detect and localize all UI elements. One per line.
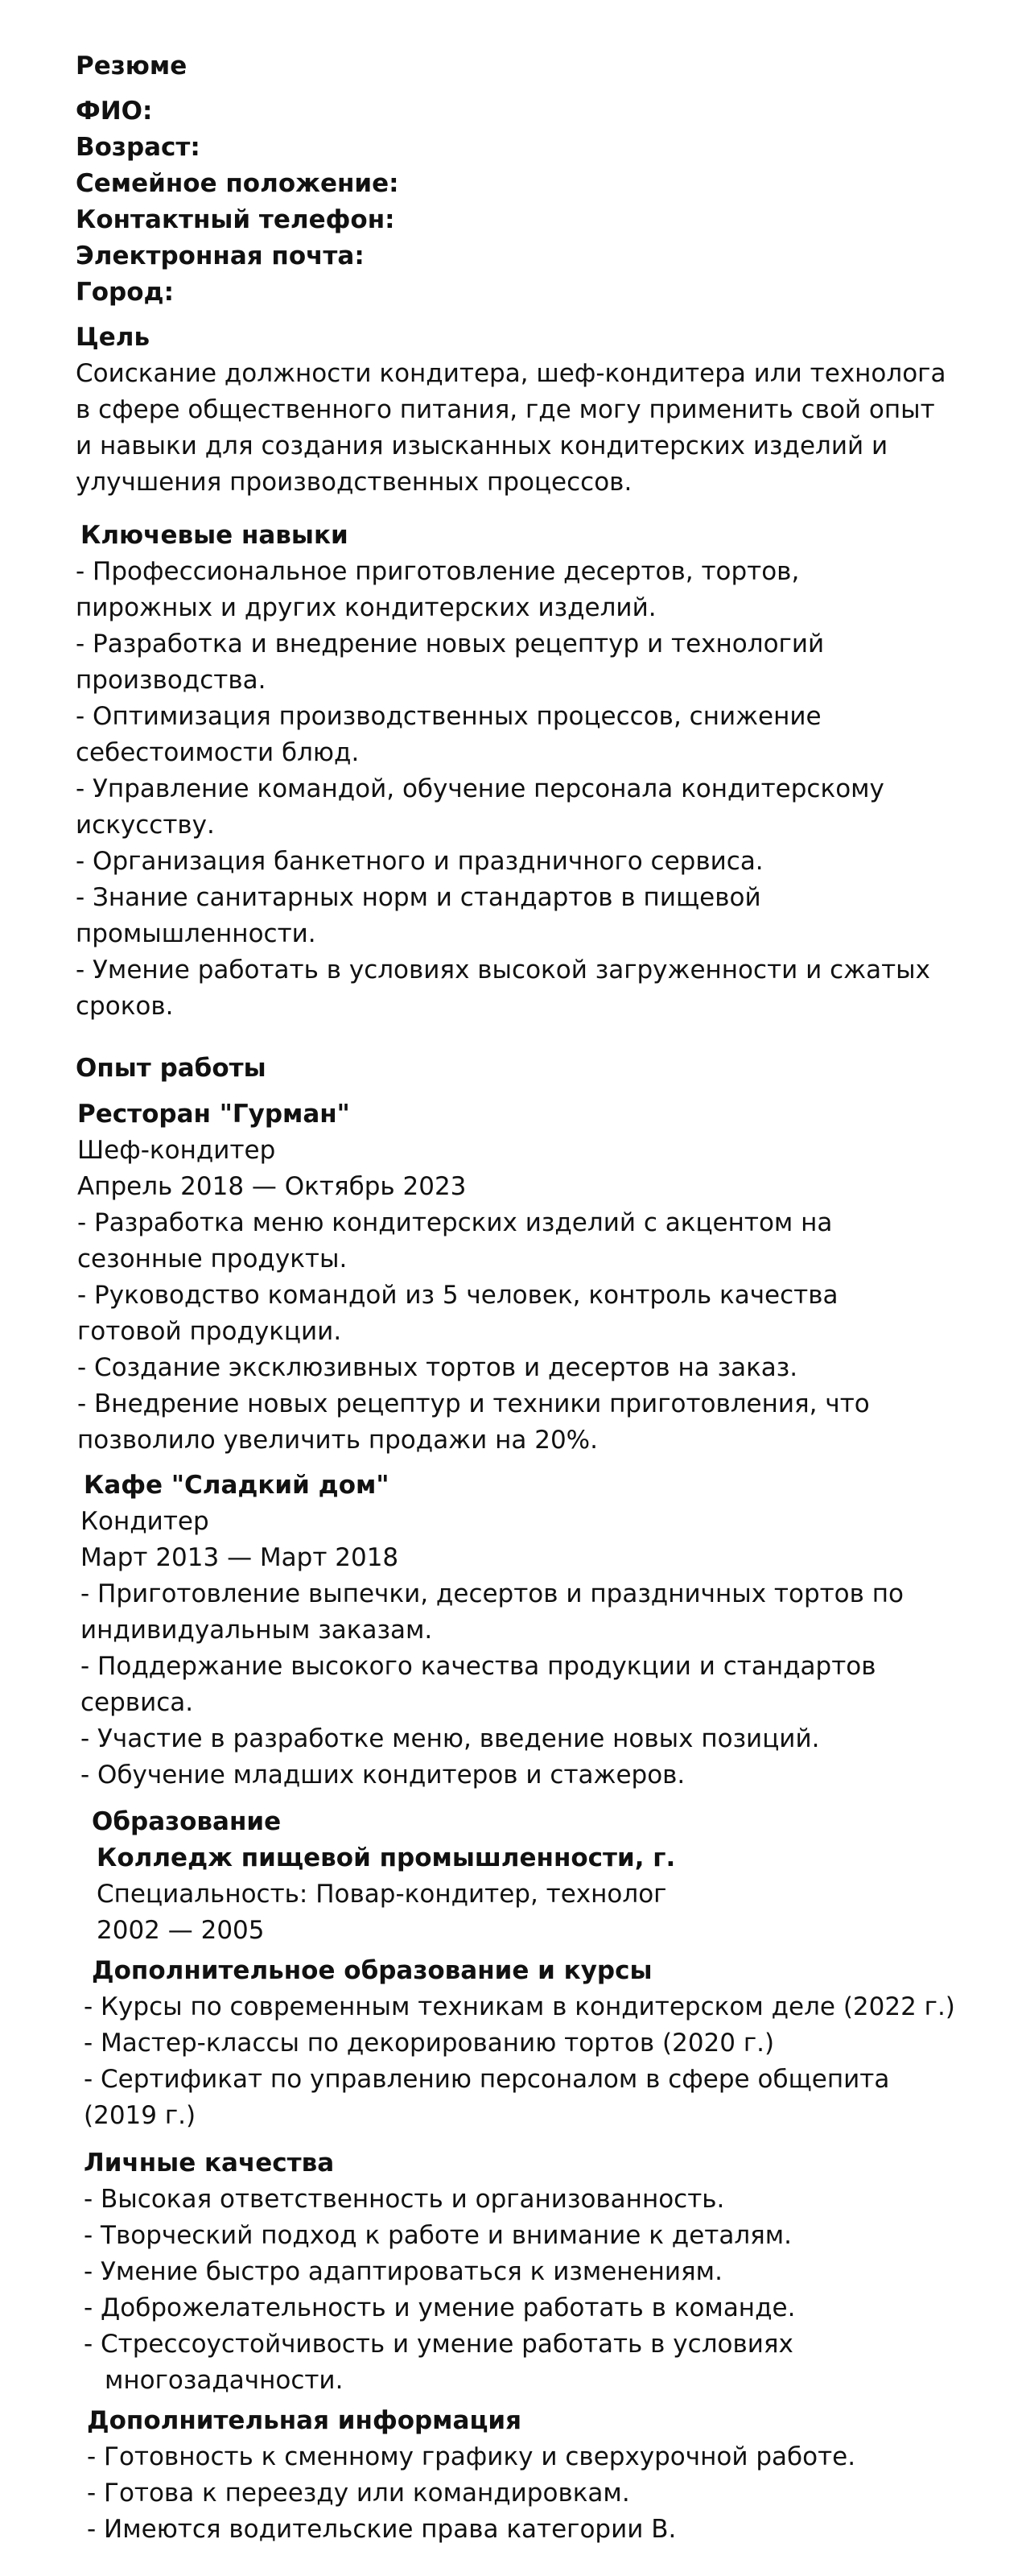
education-heading: Образование bbox=[92, 1807, 282, 1836]
job-duty-line: готовой продукции. bbox=[77, 1317, 342, 1346]
job-duty-line: - Обучение младших кондитеров и стажеров. bbox=[80, 1761, 686, 1790]
job-position: Шеф-кондитер bbox=[77, 1136, 276, 1165]
job-duty-line: - Внедрение новых рецептур и техники приготовления, что bbox=[77, 1389, 870, 1418]
skills-line: пирожных и других кондитерских изделий. bbox=[76, 593, 657, 622]
skills-line: себестоимости блюд. bbox=[76, 738, 360, 767]
job-duty-line: - Разработка меню кондитерских изделий с акцентом на bbox=[77, 1208, 833, 1237]
qualities-line: - Умение быстро адаптироваться к изменениям. bbox=[84, 2257, 723, 2286]
resume-header bbox=[76, 48, 1026, 85]
qualities-line: - Высокая ответственность и организованность. bbox=[84, 2185, 725, 2214]
experience-heading: Опыт работы bbox=[76, 1054, 266, 1083]
job-duty-line: позволило увеличить продажи на 20%. bbox=[77, 1426, 598, 1455]
job-duty-line: сезонные продукты. bbox=[77, 1245, 348, 1274]
marital-status-label: Семейное положение: bbox=[76, 169, 399, 198]
qualities-line: - Стрессоустойчивость и умение работать в условиях bbox=[84, 2330, 793, 2359]
education-years: 2002 — 2005 bbox=[97, 1916, 265, 1945]
job-entry bbox=[77, 1096, 1026, 1459]
skills-heading: Ключевые навыки bbox=[80, 521, 348, 550]
additional-line: - Имеются водительские права категории B. bbox=[87, 2515, 677, 2544]
courses-line: - Мастер-классы по декорированию тортов (2020 г.) bbox=[84, 2029, 775, 2058]
goal-line: улучшения производственных процессов. bbox=[76, 468, 632, 497]
job-company: Ресторан "Гурман" bbox=[77, 1100, 350, 1129]
skills-line: - Профессиональное приготовление десертов, тортов, bbox=[76, 557, 800, 586]
goal-section bbox=[76, 320, 1026, 501]
skills-line: - Управление командой, обучение персонала кондитерскому bbox=[76, 774, 884, 803]
skills-line: - Организация банкетного и праздничного сервиса. bbox=[76, 847, 764, 876]
qualities-line: - Творческий подход к работе и внимание к деталям. bbox=[84, 2221, 793, 2250]
skills-line: - Знание санитарных норм и стандартов в пищевой bbox=[76, 883, 761, 912]
skills-line: - Оптимизация производственных процессов, снижение bbox=[76, 702, 822, 731]
goal-heading: Цель bbox=[76, 323, 150, 352]
courses-section bbox=[76, 1953, 1026, 2134]
qualities-line: многозадачности. bbox=[105, 2366, 344, 2395]
courses-heading: Дополнительное образование и курсы bbox=[92, 1956, 653, 1985]
job-company: Кафе "Сладкий дом" bbox=[84, 1471, 389, 1500]
skills-line: - Умение работать в условиях высокой загруженности и сжатых bbox=[76, 956, 930, 985]
job-duty-line: - Создание эксклюзивных тортов и десертов на заказ. bbox=[77, 1353, 798, 1382]
qualities-heading: Личные качества bbox=[84, 2149, 335, 2178]
skills-line: промышленности. bbox=[76, 919, 316, 948]
email-label: Электронная почта: bbox=[76, 242, 365, 270]
age-label: Возраст: bbox=[76, 133, 200, 162]
personal-info bbox=[76, 93, 1026, 311]
job-period: Март 2013 — Март 2018 bbox=[80, 1543, 399, 1572]
job-entry bbox=[80, 1468, 1026, 1794]
goal-line: Соискание должности кондитера, шеф-кондитера или технолога bbox=[76, 359, 946, 388]
job-duty-line: - Участие в разработке меню, введение новых позиций. bbox=[80, 1724, 820, 1753]
job-position: Кондитер bbox=[80, 1507, 209, 1536]
skills-line: производства. bbox=[76, 666, 266, 695]
city-label: Город: bbox=[76, 278, 174, 307]
additional-heading: Дополнительная информация bbox=[87, 2406, 522, 2435]
job-duty-line: - Поддержание высокого качества продукции и стандартов bbox=[80, 1652, 876, 1681]
additional-section bbox=[87, 2403, 1026, 2548]
education-institution: Колледж пищевой промышленности, г. bbox=[97, 1843, 676, 1872]
skills-line: сроков. bbox=[76, 992, 174, 1021]
additional-line: - Готовность к сменному графику и сверхурочной работе. bbox=[87, 2442, 856, 2471]
qualities-section bbox=[84, 2145, 1026, 2399]
fio-label: ФИО: bbox=[76, 97, 153, 126]
courses-line: - Сертификат по управлению персоналом в сфере общепита bbox=[84, 2065, 890, 2094]
goal-line: и навыки для создания изысканных кондитерских изделий и bbox=[76, 431, 888, 460]
skills-section bbox=[76, 518, 1026, 1025]
job-duty-line: сервиса. bbox=[80, 1688, 194, 1717]
skills-line: искусству. bbox=[76, 811, 215, 840]
goal-line: в сфере общественного питания, где могу применить свой опыт bbox=[76, 395, 935, 424]
courses-line: - Курсы по современным техникам в кондитерском деле (2022 г.) bbox=[84, 1992, 955, 2021]
job-duty-line: - Приготовление выпечки, десертов и праздничных тортов по bbox=[80, 1579, 904, 1608]
experience-section bbox=[76, 1051, 1026, 1087]
additional-line: - Готова к переезду или командировкам. bbox=[87, 2479, 630, 2508]
skills-line: - Разработка и внедрение новых рецептур и технологий bbox=[76, 630, 825, 658]
qualities-line: - Доброжелательность и умение работать в команде. bbox=[84, 2293, 796, 2322]
phone-label: Контактный телефон: bbox=[76, 205, 395, 234]
courses-line: (2019 г.) bbox=[84, 2101, 196, 2130]
education-specialty: Специальность: Повар-кондитер, технолог bbox=[97, 1880, 667, 1909]
job-duty-line: - Руководство командой из 5 человек, контроль качества bbox=[77, 1281, 839, 1310]
education-section bbox=[92, 1804, 1026, 1949]
job-duty-line: индивидуальным заказам. bbox=[80, 1616, 433, 1645]
job-period: Апрель 2018 — Октябрь 2023 bbox=[77, 1172, 467, 1201]
page-title: Резюме bbox=[76, 52, 187, 80]
